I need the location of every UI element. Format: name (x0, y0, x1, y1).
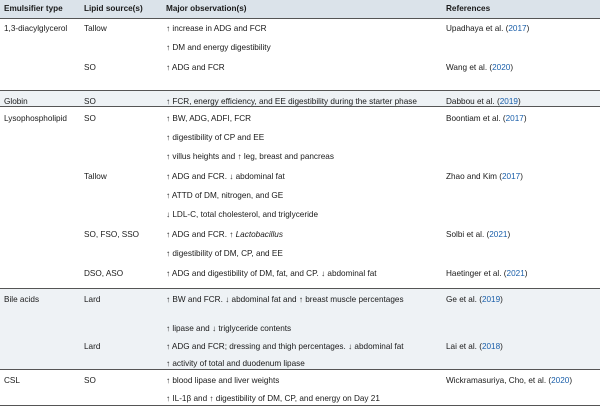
lipid-source-cell: DSO, ASO (84, 269, 124, 278)
reference-year-link[interactable]: 2017 (501, 172, 521, 181)
header-major-observations: Major observation(s) (166, 4, 247, 13)
observation-cell: ↑ ATTD of DM, nitrogen, and GE (166, 191, 284, 200)
observation-cell: ↑ digestibility of DM, CP, and EE (166, 249, 283, 258)
reference-cell: Wang et al. (2020) (446, 63, 514, 72)
lipid-source-cell: Lard (84, 342, 101, 351)
lipid-source-cell: Lard (84, 295, 101, 304)
observation-cell: ↑ lipase and ↓ triglyceride contents (166, 324, 292, 333)
observation-cell: ↑ activity of total and duodenum lipase (166, 359, 305, 368)
emulsifier-type-cell: Bile acids (4, 295, 40, 304)
reference-year-link[interactable]: 2021 (489, 230, 508, 239)
observation-cell: ↑ ADG and FCR. ↑ Lactobacillus (166, 230, 283, 239)
reference-cell: Lai et al. (2018) (446, 342, 503, 351)
group-globin (0, 90, 600, 106)
reference-cell: Solbi et al. (2021) (446, 230, 511, 239)
emulsifier-type-cell: Lysophospholipid (4, 114, 67, 123)
lactobacillus-italic: Lactobacillus (235, 230, 283, 239)
observation-cell: ↑ increase in ADG and FCR (166, 24, 267, 33)
reference-cell: Boontiam et al. (2017) (446, 114, 527, 123)
reference-year-link[interactable]: 2019 (499, 97, 518, 106)
emulsifier-type-cell: CSL (4, 376, 20, 385)
lipid-source-cell: SO (84, 63, 96, 72)
group-bile-acids (0, 288, 600, 370)
lipid-source-cell: SO (84, 97, 96, 106)
header-emulsifier-type: Emulsifier type (4, 4, 63, 13)
observation-cell: ↑ ADG and FCR; dressing and thigh percentages. ↓ abdominal fat (166, 342, 404, 351)
header-references: References (446, 4, 491, 13)
observation-cell: ↑ ADG and FCR. ↓ abdominal fat (166, 172, 285, 181)
emulsifier-type-cell: 1,3-diacylglycerol (4, 24, 68, 33)
reference-year-link[interactable]: 2019 (481, 295, 501, 304)
group-csl (0, 369, 600, 406)
reference-cell: Zhao and Kim (2017) (446, 172, 523, 181)
reference-year-link[interactable]: 2017 (505, 114, 524, 123)
reference-year-link[interactable]: 2017 (508, 24, 527, 33)
lipid-source-cell: SO (84, 376, 96, 385)
observation-cell: ↑ ADG and FCR (166, 63, 225, 72)
table-bottom-rule (0, 405, 600, 406)
reference-year-link[interactable]: 2021 (506, 269, 525, 278)
emulsifier-type-cell: Globin (4, 97, 28, 106)
observation-cell: ↑ BW, ADG, ADFI, FCR (166, 114, 252, 123)
header-lipid-sources: Lipid source(s) (84, 4, 143, 13)
observation-cell: ↑ DM and energy digestibility (166, 43, 271, 52)
observation-cell: ↑ blood lipase and liver weights (166, 376, 280, 385)
reference-cell: Haetinger et al. (2021) (446, 269, 528, 278)
observation-cell: ↑ ADG and digestibility of DM, fat, and CP. ↓ abdominal fat (166, 269, 377, 278)
observation-cell: ↑ digestibility of CP and EE (166, 133, 265, 142)
reference-year-link[interactable]: 2020 (551, 376, 570, 385)
reference-cell: Dabbou et al. (2019) (446, 97, 521, 106)
lipid-source-cell: SO (84, 114, 96, 123)
reference-cell: Ge et al. (2019) (446, 295, 503, 304)
lipid-source-cell: Tallow (84, 24, 107, 33)
group-lysophospholipid (0, 106, 600, 288)
reference-year-link[interactable]: 2018 (481, 342, 501, 351)
lipid-source-cell: SO, FSO, SSO (84, 230, 140, 239)
observation-cell: ↑ BW and FCR. ↓ abdominal fat and ↑ breast muscle percentages (166, 295, 404, 304)
table-header (0, 0, 600, 19)
lipid-source-cell: Tallow (84, 172, 107, 181)
observation-cell: ↑ villus heights and ↑ leg, breast and pancreas (166, 152, 334, 161)
observation-cell: ↓ LDL-C, total cholesterol, and triglyceride (166, 210, 318, 219)
group-diacylglycerol (0, 18, 600, 90)
observation-cell: ↑ IL-1β and ↑ digestibility of DM, CP, and energy on Day 21 (166, 394, 380, 403)
observation-cell: ↑ FCR, energy efficiency, and EE digestibility during the starter phase (166, 97, 417, 106)
reference-cell: Upadhaya et al. (2017) (446, 24, 530, 33)
reference-year-link[interactable]: 2020 (492, 63, 511, 72)
reference-cell: Wickramasuriya, Cho, et al. (2020) (446, 376, 573, 385)
